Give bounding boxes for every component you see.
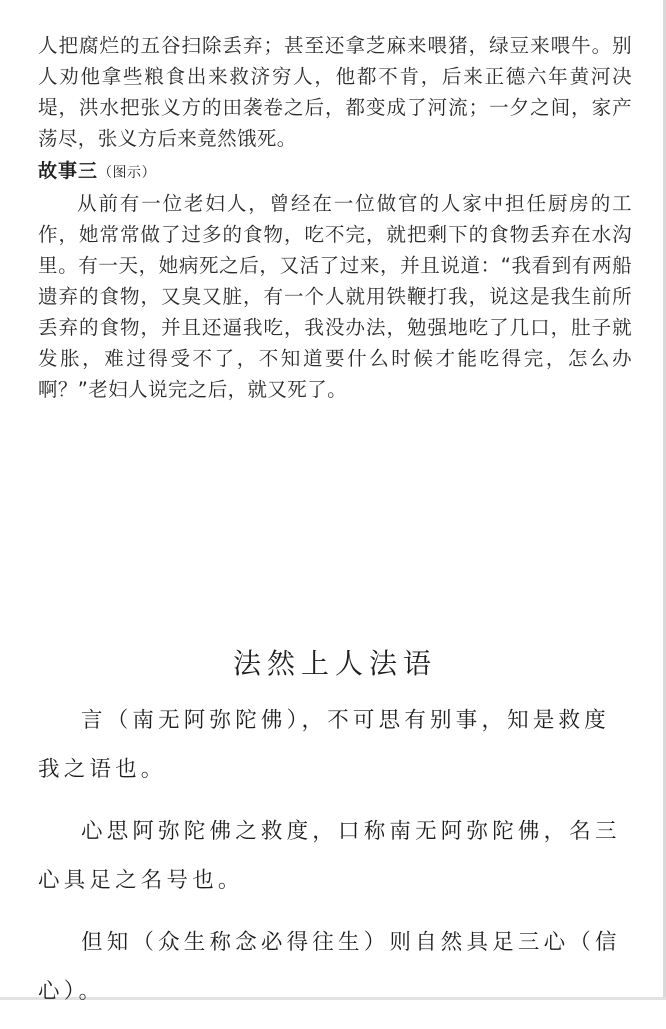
sermon-paragraph-3: 但知（众生称念必得往生）则自然具足三心（信心）。 bbox=[38, 930, 621, 1004]
sermon-section bbox=[38, 642, 632, 1029]
sermon-title: 法然上人法语 bbox=[232, 647, 437, 680]
blank-area bbox=[0, 430, 666, 630]
story-three-heading-note: （图示） bbox=[98, 165, 157, 181]
story-three-heading-text: 故事三 bbox=[38, 160, 99, 182]
sermon-paragraph-2: 心思阿弥陀佛之救度，口称南无阿弥陀佛，名三心具足之名号也。 bbox=[38, 819, 621, 893]
story-three-body: 从前有一位老妇人，曾经在一位做官的人家中担任厨房的工作，她常常做了过多的食物，吃不完，就把剩下的食物丢弃在水沟里。有一天，她病死之后，又活了过来，并且说道：“我看到有两船遗弃的食物，又臭又脏，有一个人就用铁鞭打我，说这是我生前所丢弃的食物，并且还逼我吃，我没办法，勉强地吃了几口，肚子就发胀，难过得受不了，不知道要什么时候才能吃得完，怎么办啊？”老妇人说完之后，就又死了。 bbox=[38, 192, 632, 401]
story-three-heading bbox=[38, 157, 632, 187]
sermon-paragraph-1: 言（南无阿弥陀佛），不可思有别事，知是救度我之语也。 bbox=[38, 708, 610, 782]
story-section bbox=[38, 30, 632, 405]
story-two-continuation: 人把腐烂的五谷扫除丢弃；甚至还拿芝麻来喂猪，绿豆来喂牛。别人劝他拿些粮食出来救济穷人，他都不肯，后来正德六年黄河决堤，洪水把张义方的田袭卷之后，都变成了河流；一夕之间，家产荡尽，张义方后来竟然饿死。 bbox=[38, 34, 632, 150]
